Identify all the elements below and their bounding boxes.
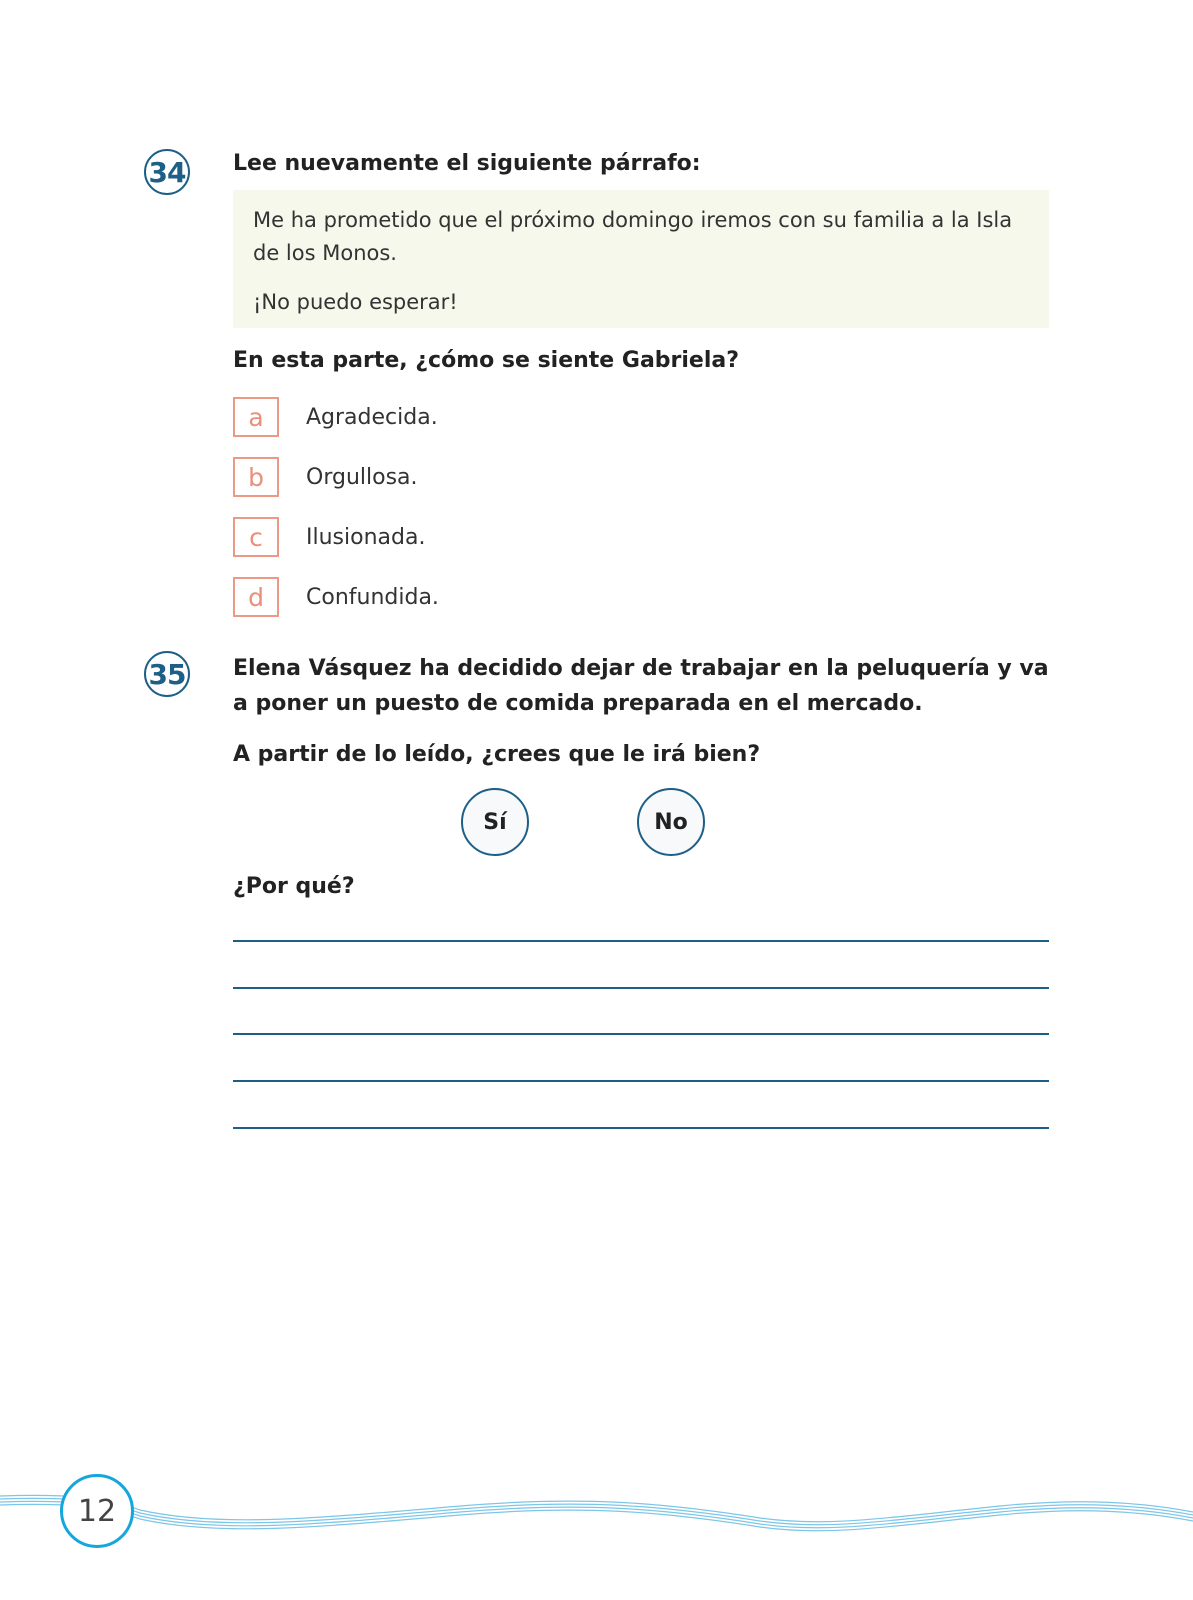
footer-wave-decoration [0,1450,1193,1570]
yes-option-button[interactable]: Sí [461,788,529,856]
option-c-text: Ilusionada. [306,525,426,550]
question-35-prompt: A partir de lo leído, ¿crees que le irá bien? [233,742,761,767]
why-label: ¿Por qué? [233,874,355,899]
option-d-text: Confundida. [306,585,439,610]
question-34-instruction: Lee nuevamente el siguiente párrafo: [233,151,701,176]
answer-line-4[interactable] [233,1080,1049,1082]
excerpt-box [233,190,1049,328]
answer-line-1[interactable] [233,940,1049,942]
option-a-letter[interactable]: a [233,397,279,437]
question-35-statement: Elena Vásquez ha decidido dejar de trabajar en la peluquería y va a poner un puesto de comida preparada en el mercado. [233,656,1049,716]
answer-line-2[interactable] [233,987,1049,989]
answer-line-3[interactable] [233,1033,1049,1035]
excerpt-paragraph-2: ¡No puedo esperar! [253,290,458,314]
answer-line-5[interactable] [233,1127,1049,1129]
excerpt-paragraph-1: Me ha prometido que el próximo domingo iremos con su familia a la Isla de los Monos. [253,208,1013,265]
option-c-letter[interactable]: c [233,517,279,557]
question-number-35: 35 [144,651,190,697]
option-b-letter[interactable]: b [233,457,279,497]
page-number: 12 [60,1474,134,1548]
option-b-text: Orgullosa. [306,465,418,490]
option-d-letter[interactable]: d [233,577,279,617]
no-option-button[interactable]: No [637,788,705,856]
option-a-text: Agradecida. [306,405,438,430]
question-34-prompt: En esta parte, ¿cómo se siente Gabriela? [233,348,739,373]
question-number-34: 34 [144,149,190,195]
